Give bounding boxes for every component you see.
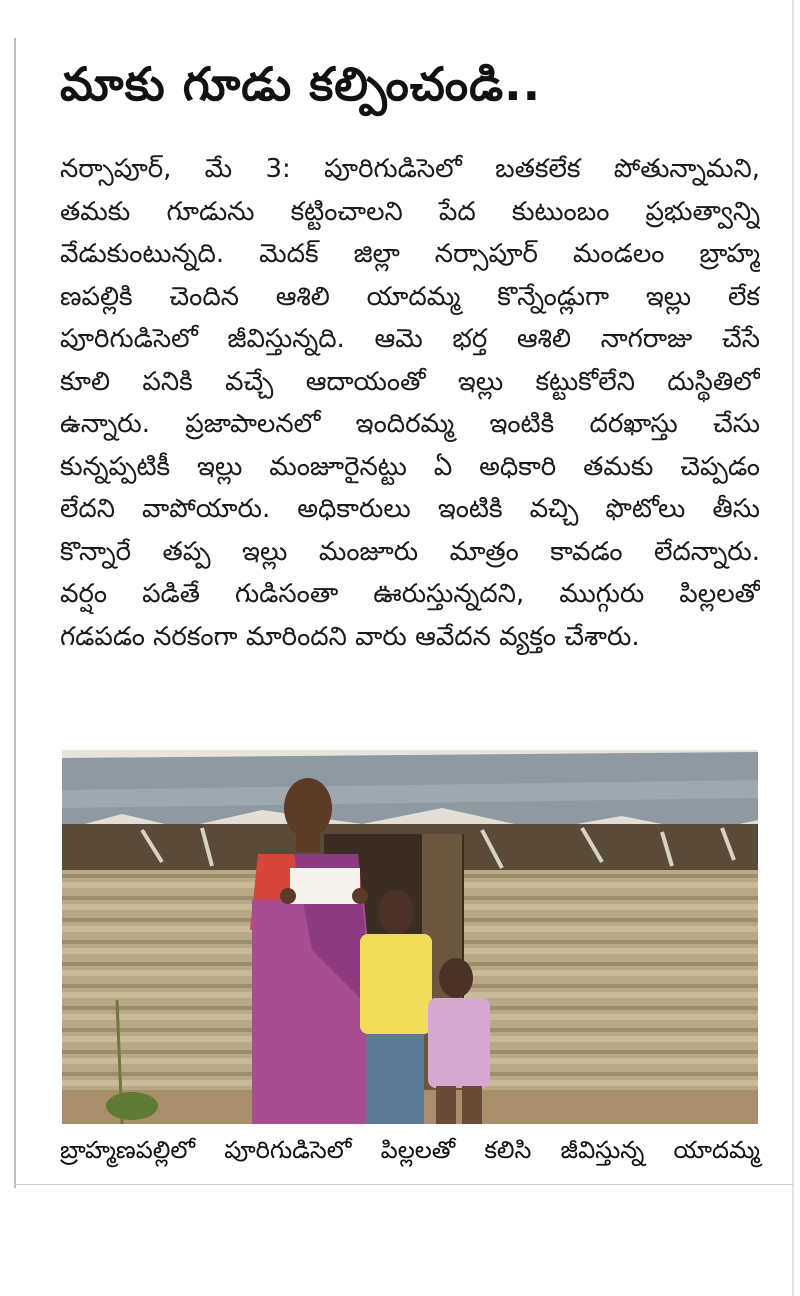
article-line: ణపల్లికి చెందిన ఆశిలి యాదమ్మ కొన్నేండ్లుగా ఇల్లు లేక: [60, 281, 760, 312]
article-line: కొన్నారే తప్ప ఇల్లు మంజూరు మాత్రం కావడం లేదన్నారు.: [60, 536, 760, 567]
column-rule-left: [14, 38, 16, 1188]
article-photo: [62, 750, 758, 1124]
article-line: పూరిగుడిసెలో జీవిస్తున్నది. ఆమె భర్త ఆశిలి నాగరాజు చేసే: [60, 324, 760, 354]
article-line: కూలి పనికి వచ్చే ఆదాయంతో ఇల్లు కట్టుకోలేని దుస్థితిలో: [60, 366, 760, 397]
article-line: లేదని వాపోయారు. అధికారులు ఇంటికి వచ్చి ఫొటోలు తీసు: [60, 494, 760, 524]
article-line: ఉన్నారు. ప్రజాపాలనలో ఇందిరమ్మ ఇంటికి దరఖాస్తు చేసు: [60, 409, 760, 439]
document-paper: [290, 868, 360, 904]
column-rule-right: [792, 0, 794, 1296]
article-body: [60, 148, 760, 658]
article-line: వేడుకుంటున్నది. మెదక్ జిల్లా నర్సాపూర్ మండలం బ్రాహ్మ: [60, 239, 760, 269]
photo-caption: బ్రాహ్మణపల్లిలో పూరిగుడిసెలో పిల్లలతో కలిసి జీవిస్తున్న యాదమ్మ: [60, 1136, 760, 1164]
article-line: గడపడం నరకంగా మారిందని వారు ఆవేదన వ్యక్తం చేశారు.: [60, 621, 640, 652]
article-line: వర్షం పడితే గుడిసంతా ఊరుస్తున్నదని, ముగ్గురు పిల్లలతో: [60, 579, 760, 609]
article-line: నర్సాపూర్, మే 3: పూరిగుడిసెలో బతకలేక పోతున్నామని,: [60, 154, 760, 184]
article-line: కున్నప్పటికీ ఇల్లు మంజూరైనట్టు ఏ అధికారి తమకు చెప్పడం: [60, 451, 760, 482]
bottom-rule: [14, 1184, 794, 1185]
article-line: తమకు గూడును కట్టించాలని పేద కుటుంబం ప్రభుత్వాన్ని: [60, 196, 760, 227]
article-headline: మాకు గూడు కల్పించండి..: [60, 57, 542, 111]
hut-family-illustration: [62, 750, 758, 1124]
